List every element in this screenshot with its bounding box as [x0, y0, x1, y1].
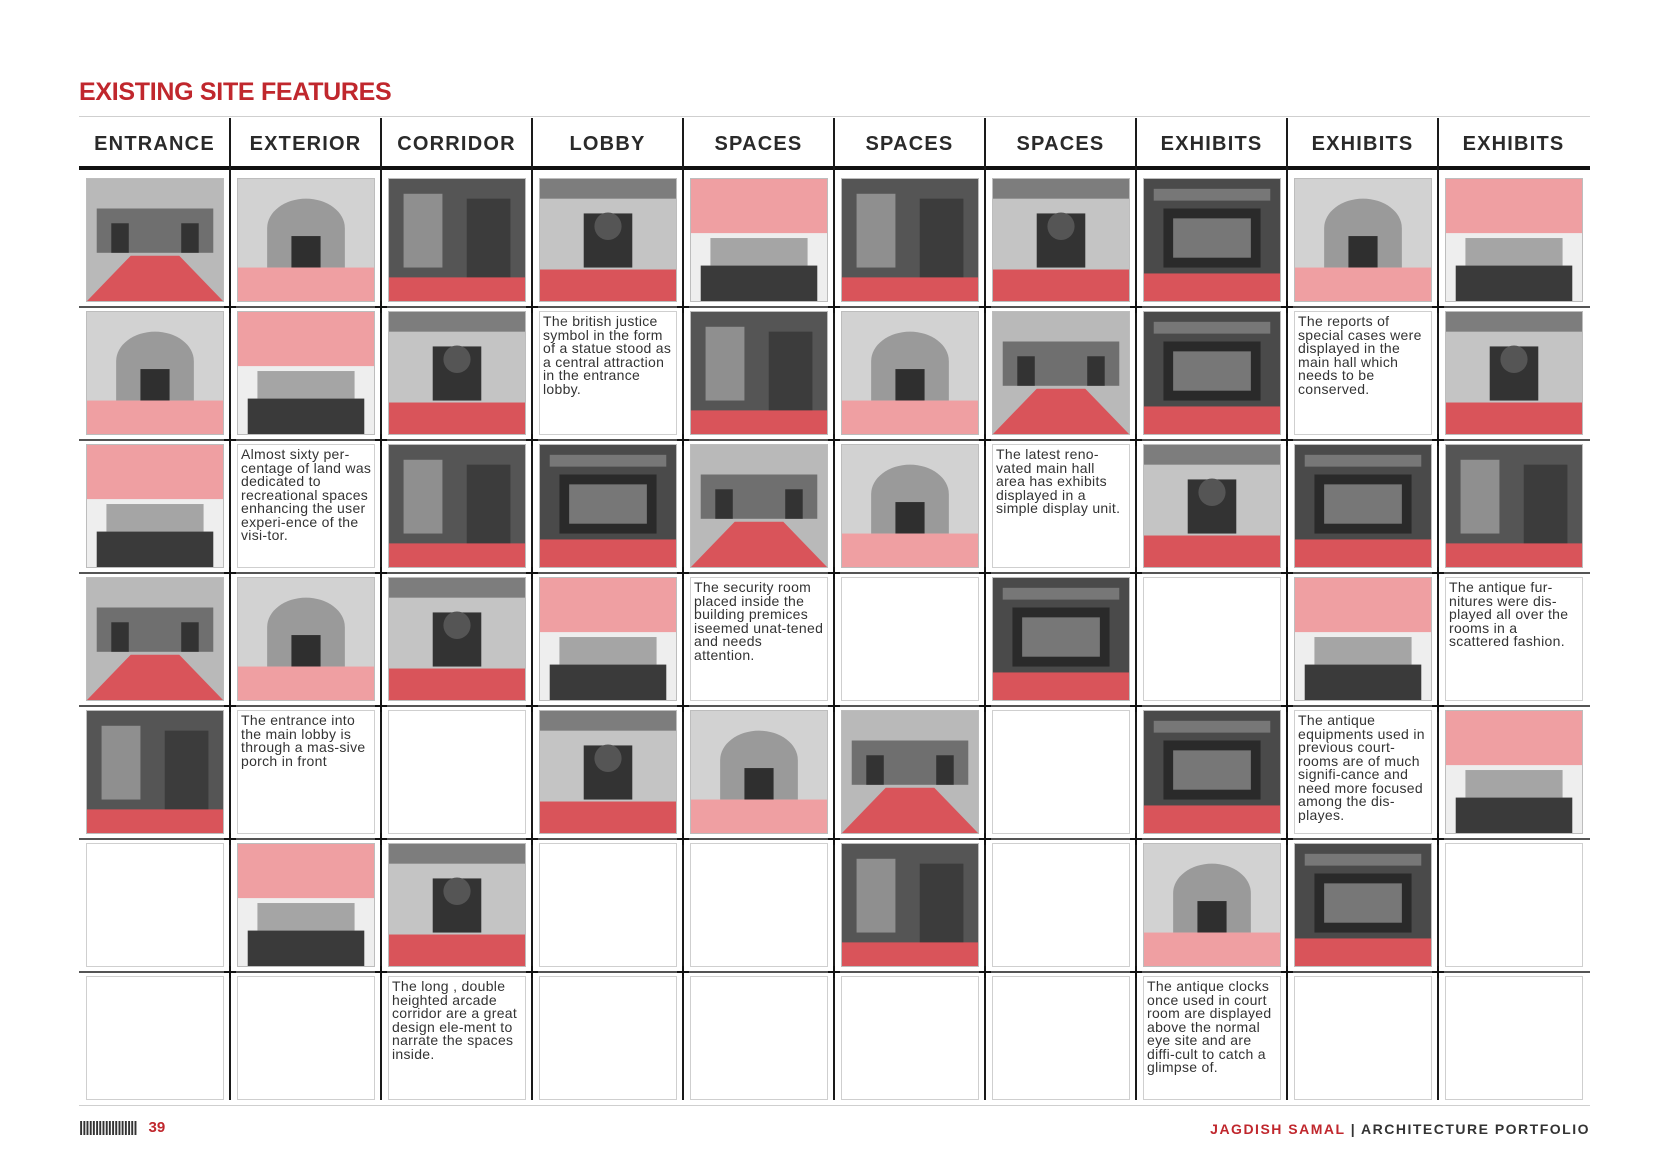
grid-intersection-mark: [1432, 700, 1444, 712]
grid-intersection-mark: [375, 434, 387, 446]
empty-cell: [992, 710, 1130, 834]
empty-cell: [841, 577, 979, 701]
empty-cell: [86, 976, 224, 1100]
grid-intersection-mark: [677, 966, 689, 978]
site-photo-lobby: [539, 444, 677, 568]
grid-intersection-mark: [526, 833, 538, 845]
feature-caption: The long , double heighted arcade corridor are a great design ele-ment to narrate the spaces inside.: [388, 976, 526, 1100]
grid-intersection-mark: [1432, 833, 1444, 845]
column-divider: [682, 118, 684, 1100]
grid-intersection-mark: [224, 700, 236, 712]
feature-caption: Almost sixty per-centage of land was dedicated to recreational spaces enhancing the user experi-ence of the visi-tor.: [237, 444, 375, 568]
site-photo-exhibits: [1445, 178, 1583, 302]
feature-caption: The british justice symbol in the form of a statue stood as a central attraction in the entrance lobby.: [539, 311, 677, 435]
grid-intersection-mark: [375, 301, 387, 313]
site-photo-exhibits: [1294, 577, 1432, 701]
grid-intersection-mark: [1281, 700, 1293, 712]
site-photo-corridor: [388, 178, 526, 302]
column-header: ENTRANCE: [94, 133, 215, 155]
grid-intersection-mark: [1130, 567, 1142, 579]
column-divider: [229, 118, 231, 1100]
grid-intersection-mark: [1432, 966, 1444, 978]
grid-intersection-mark: [828, 833, 840, 845]
empty-cell: [1143, 577, 1281, 701]
bottom-divider: [79, 1105, 1590, 1106]
site-photo-exterior: [237, 178, 375, 302]
site-photo-spaces: [841, 444, 979, 568]
column-header: EXTERIOR: [249, 133, 362, 155]
grid-intersection-mark: [375, 567, 387, 579]
empty-cell: [539, 843, 677, 967]
grid-intersection-mark: [1432, 301, 1444, 313]
grid-intersection-mark: [828, 301, 840, 313]
site-photo-exterior: [237, 311, 375, 435]
site-photo-entrance: [86, 444, 224, 568]
grid-intersection-mark: [1281, 966, 1293, 978]
grid-intersection-mark: [224, 434, 236, 446]
grid-intersection-mark: [979, 434, 991, 446]
grid-intersection-mark: [828, 567, 840, 579]
site-photo-entrance: [86, 710, 224, 834]
site-photo-corridor: [388, 444, 526, 568]
site-photo-exhibits: [1445, 444, 1583, 568]
top-divider: [79, 116, 1590, 117]
column-divider: [1135, 118, 1137, 1100]
author-name: JAGDISH SAMAL: [1210, 1121, 1346, 1137]
feature-caption: The reports of special cases were displayed in the main hall which needs to be conserved.: [1294, 311, 1432, 435]
grid-intersection-mark: [224, 301, 236, 313]
site-photo-exhibits: [1445, 311, 1583, 435]
site-photo-exhibits: [1294, 843, 1432, 967]
site-photo-spaces: [992, 577, 1130, 701]
grid-intersection-mark: [526, 567, 538, 579]
column-divider: [380, 118, 382, 1100]
site-photo-exhibits: [1445, 710, 1583, 834]
site-photo-corridor: [388, 843, 526, 967]
portfolio-label: ARCHITECTURE PORTFOLIO: [1361, 1121, 1590, 1137]
column-header: EXHIBITS: [1160, 133, 1263, 155]
feature-caption: The security room placed inside the building premices iseemed unat-tened and needs attention.: [690, 577, 828, 701]
grid-intersection-mark: [677, 700, 689, 712]
feature-caption: The latest reno-vated main hall area has exhibits displayed in a simple display unit.: [992, 444, 1130, 568]
empty-cell: [841, 976, 979, 1100]
feature-caption: The antique equipments used in previous court-rooms are of much signifi-cance and need more focused among the dis-playes.: [1294, 710, 1432, 834]
grid-intersection-mark: [979, 567, 991, 579]
empty-cell: [992, 976, 1130, 1100]
column-divider: [1437, 118, 1439, 1100]
grid-intersection-mark: [1281, 833, 1293, 845]
site-photo-exterior: [237, 577, 375, 701]
empty-cell: [992, 843, 1130, 967]
site-photo-entrance: [86, 178, 224, 302]
site-photo-spaces: [690, 178, 828, 302]
page-number: 39: [148, 1119, 166, 1136]
site-photo-spaces: [992, 311, 1130, 435]
grid-intersection-mark: [677, 434, 689, 446]
column-header: SPACES: [714, 133, 803, 155]
grid-intersection-mark: [1281, 434, 1293, 446]
grid-intersection-mark: [828, 434, 840, 446]
empty-cell: [1294, 976, 1432, 1100]
site-photo-exhibits: [1143, 311, 1281, 435]
site-photo-exterior: [237, 843, 375, 967]
site-photo-spaces: [841, 178, 979, 302]
grid-intersection-mark: [375, 833, 387, 845]
column-divider: [984, 118, 986, 1100]
grid-intersection-mark: [224, 966, 236, 978]
grid-intersection-mark: [526, 434, 538, 446]
grid-intersection-mark: [1130, 833, 1142, 845]
site-photo-lobby: [539, 178, 677, 302]
feature-caption: The antique fur-nitures were dis-played all over the rooms in a scattered fashion.: [1445, 577, 1583, 701]
site-photo-exhibits: [1143, 843, 1281, 967]
column-divider: [531, 118, 533, 1100]
empty-cell: [690, 843, 828, 967]
grid-intersection-mark: [828, 966, 840, 978]
empty-cell: [237, 976, 375, 1100]
grid-intersection-mark: [375, 966, 387, 978]
site-photo-exhibits: [1143, 178, 1281, 302]
empty-cell: [1445, 976, 1583, 1100]
grid-intersection-mark: [1432, 567, 1444, 579]
grid-intersection-mark: [1281, 567, 1293, 579]
site-photo-spaces: [841, 710, 979, 834]
grid-intersection-mark: [526, 966, 538, 978]
grid-intersection-mark: [375, 700, 387, 712]
site-photo-spaces: [690, 444, 828, 568]
site-photo-lobby: [539, 710, 677, 834]
grid-intersection-mark: [224, 833, 236, 845]
column-header: LOBBY: [569, 133, 646, 155]
grid-intersection-mark: [526, 301, 538, 313]
footer-separator: |: [1345, 1121, 1361, 1137]
column-header: EXHIBITS: [1311, 133, 1414, 155]
page-title: EXISTING SITE FEATURES: [79, 78, 392, 106]
site-photo-lobby: [539, 577, 677, 701]
site-photo-entrance: [86, 311, 224, 435]
site-photo-spaces: [841, 311, 979, 435]
empty-cell: [690, 976, 828, 1100]
grid-intersection-mark: [1281, 301, 1293, 313]
empty-cell: [539, 976, 677, 1100]
column-header: EXHIBITS: [1462, 133, 1565, 155]
site-photo-spaces: [690, 710, 828, 834]
grid-intersection-mark: [677, 567, 689, 579]
feature-caption: The antique clocks once used in court room are displayed above the normal eye site and are diffi-cult to catch a glimpse of.: [1143, 976, 1281, 1100]
site-photo-exhibits: [1143, 444, 1281, 568]
grid-intersection-mark: [677, 301, 689, 313]
site-photo-spaces: [690, 311, 828, 435]
grid-intersection-mark: [979, 833, 991, 845]
grid-intersection-mark: [979, 700, 991, 712]
site-photo-spaces: [841, 843, 979, 967]
grid-intersection-mark: [1130, 301, 1142, 313]
footer-credit: [1210, 1121, 1590, 1137]
feature-caption: The entrance into the main lobby is through a mas-sive porch in front: [237, 710, 375, 834]
grid-intersection-mark: [1130, 434, 1142, 446]
site-photo-entrance: [86, 577, 224, 701]
empty-cell: [86, 843, 224, 967]
grid-intersection-mark: [224, 567, 236, 579]
column-header: CORRIDOR: [397, 133, 516, 155]
grid-intersection-mark: [677, 833, 689, 845]
column-header: SPACES: [865, 133, 954, 155]
site-photo-exhibits: [1294, 444, 1432, 568]
grid-intersection-mark: [979, 966, 991, 978]
site-photo-exhibits: [1143, 710, 1281, 834]
grid-intersection-mark: [526, 700, 538, 712]
site-photo-exhibits: [1294, 178, 1432, 302]
empty-cell: [388, 710, 526, 834]
grid-intersection-mark: [979, 301, 991, 313]
grid-intersection-mark: [828, 700, 840, 712]
grid-intersection-mark: [1130, 700, 1142, 712]
column-divider: [1286, 118, 1288, 1100]
footer-marks: ||||||||||||||||||: [79, 1119, 137, 1136]
grid-intersection-mark: [1432, 434, 1444, 446]
grid-intersection-mark: [1130, 966, 1142, 978]
column-divider: [833, 118, 835, 1100]
site-photo-corridor: [388, 577, 526, 701]
empty-cell: [1445, 843, 1583, 967]
column-header: SPACES: [1016, 133, 1105, 155]
site-photo-corridor: [388, 311, 526, 435]
footer-page-marker: [79, 1119, 165, 1136]
site-photo-spaces: [992, 178, 1130, 302]
